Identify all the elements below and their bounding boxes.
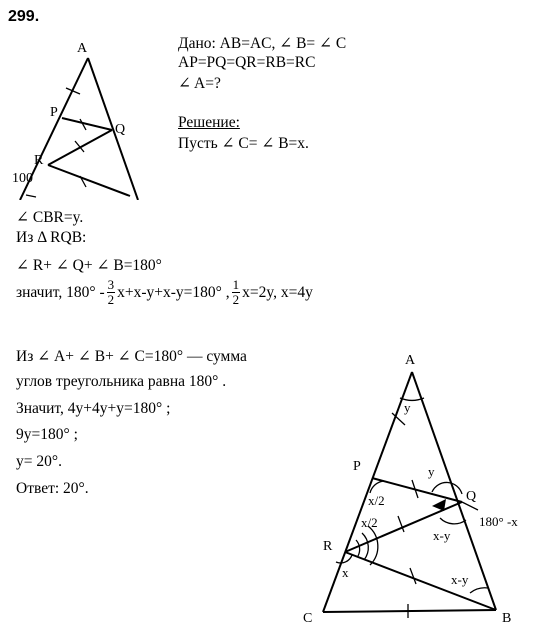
given-line-2: AP=PQ=QR=RB=RC [178,54,316,71]
fraction-numerator: 3 [107,277,115,292]
solution-line-3: Из Δ RQB: [16,229,87,246]
large-figure [290,340,540,640]
label-a-small: A [77,41,88,56]
small-figure [0,35,170,200]
solution-line-5 [16,278,313,307]
label-r-small: R [34,153,44,168]
problem-number: 299. [8,8,40,25]
label-r-large: R [323,539,333,554]
solution-line-4: ∠ R+ ∠ Q+ ∠ B=180° [16,257,162,274]
side-cb-large [323,610,496,612]
solution-line-8: Значит, 4y+4y+y=180° ; [16,400,171,417]
fraction2-numerator: 1 [232,277,240,292]
label-a-large: A [405,353,416,368]
given-line-1: Дано: AB=AC, ∠ B= ∠ C [178,35,347,52]
angle-b-label: x-y [451,572,469,587]
solution-line-11: Ответ: 20°. [16,480,89,497]
fraction-1-2 [232,278,241,307]
segment-pq-large [372,478,462,502]
fraction2-denominator: 2 [232,292,240,307]
fraction-denominator: 2 [107,292,115,307]
label-r-note-small: 100 [12,171,33,186]
label-q-small: Q [115,122,126,137]
arrow-marker [432,499,446,511]
given-line-3: ∠ A=? [178,75,221,92]
line5-mid: x+x-y+x-y=180° , [117,283,230,301]
segment-pq-small [62,118,112,130]
angle-pq-label: y [428,464,435,479]
label-p-small: P [50,105,58,120]
segment-rb-small [48,165,130,196]
solution-heading: Решение: [178,114,240,131]
line5-end: x=2y, x=4y [242,283,313,301]
angle-p-label: x/2 [368,493,385,508]
label-c-large: C [303,611,313,626]
side-ac-small [88,58,138,200]
angle-r-top-label: x/2 [361,515,378,530]
solution-line-1: Пусть ∠ C= ∠ B=x. [178,135,309,152]
solution-line-7: углов треугольника равна 180° . [16,373,227,390]
solution-line-6: Из ∠ A+ ∠ B+ ∠ C=180° — сумма [16,348,247,365]
fraction-3-2 [107,278,116,307]
angle-q-label: x-y [433,528,451,543]
label-q-large: Q [466,489,477,504]
label-p-large: P [353,459,361,474]
angle-r-bottom-label: x [342,565,349,580]
exterior-angle-q-label: 180° -x [479,514,518,529]
line5-start: значит, 180° - [16,283,105,301]
angle-a-label: y [404,400,411,415]
solution-line-9: 9y=180° ; [16,426,78,443]
solution-line-2: ∠ CBR=y. [16,209,84,226]
label-b-large: B [502,611,512,626]
solution-line-10: y= 20°. [16,453,62,470]
side-ac-large [323,372,412,612]
segment-rb-large [345,552,496,610]
